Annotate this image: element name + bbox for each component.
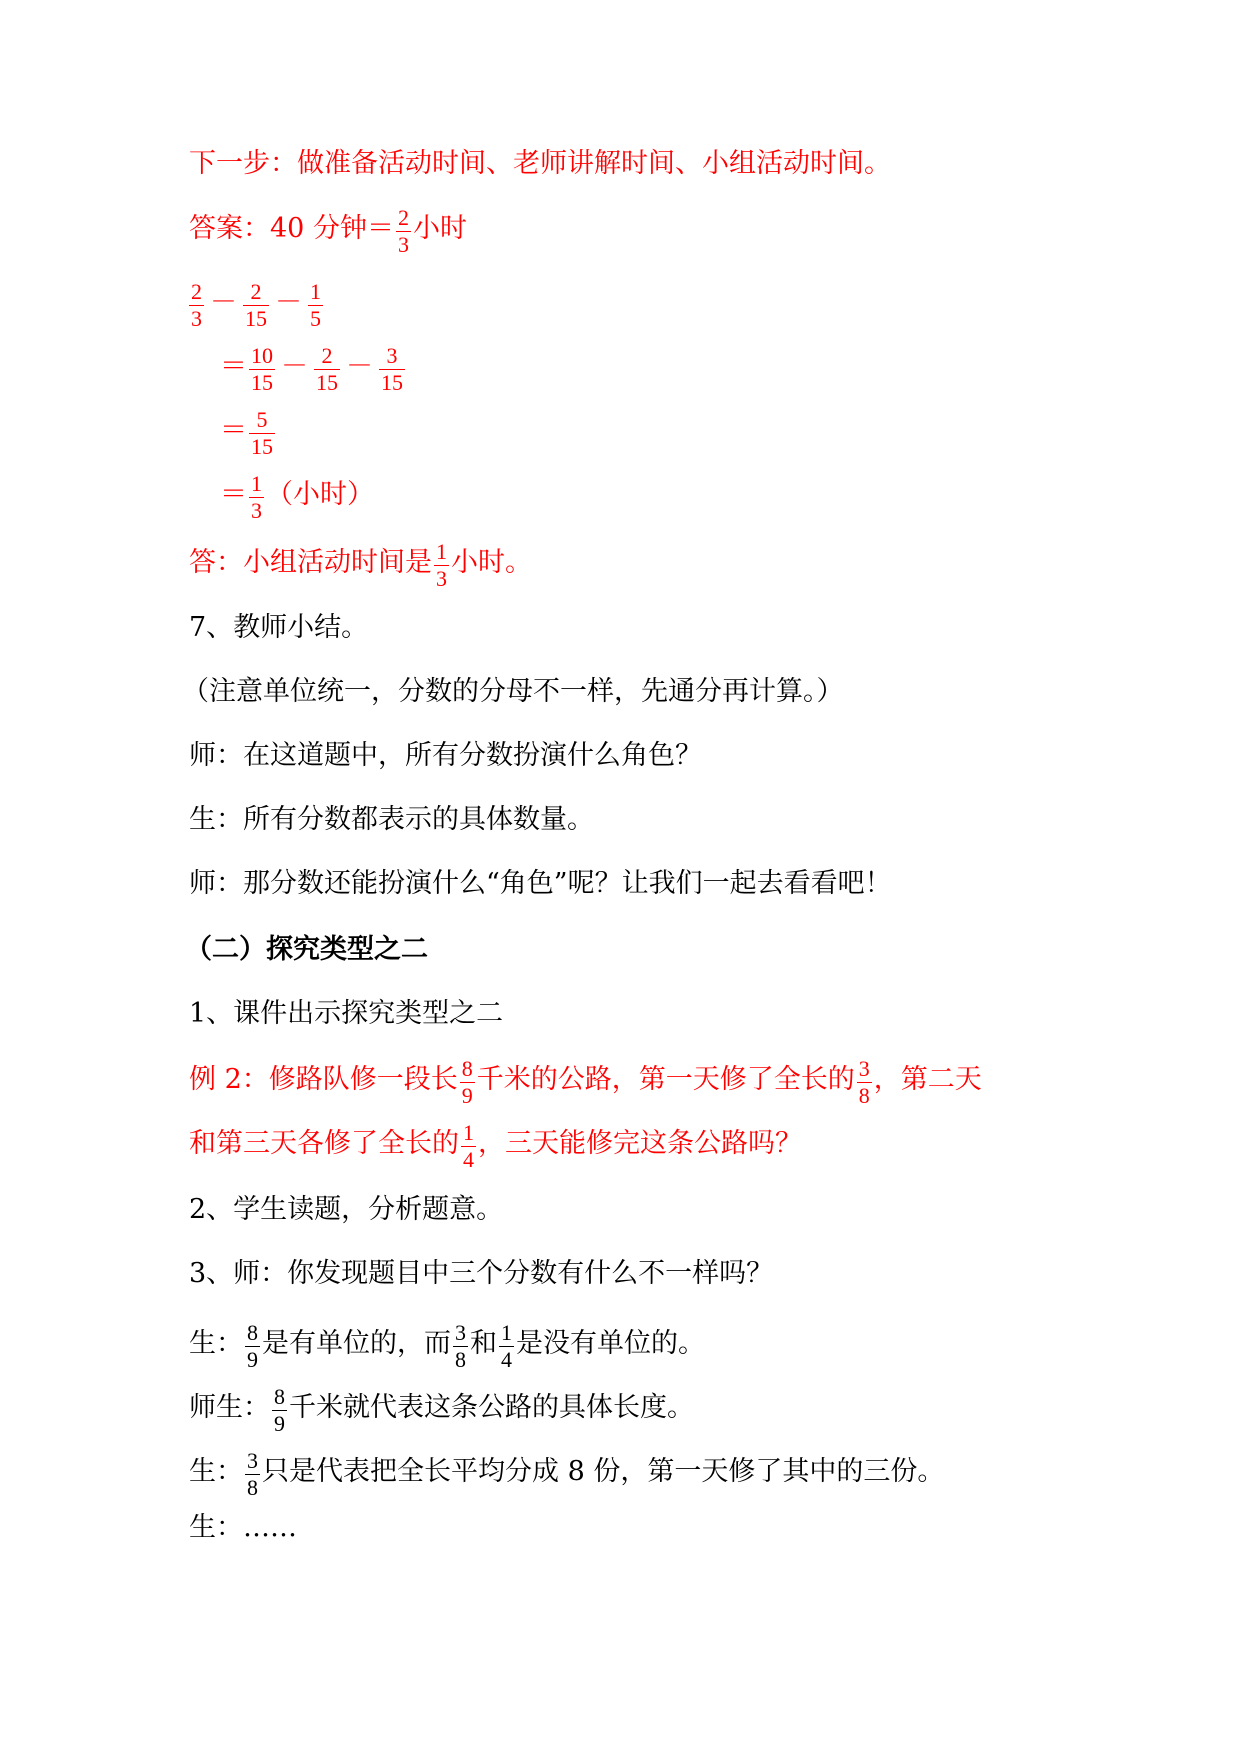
fraction: $\frac{2}{3}$: [397, 205, 409, 257]
step2-line: 2、学生读题，分析题意。: [189, 1194, 504, 1225]
student-explain-line: 生： $\frac{3}{8}$ 只是代表把全长平均分成 8 份，第一天修了其中的三份。: [189, 1448, 945, 1500]
fraction: $\frac{3}{15}$: [381, 343, 403, 395]
summary-line: 7、教师小结。: [189, 612, 369, 643]
fraction: $\frac{3}{8}$: [247, 1448, 258, 1500]
fraction: $\frac{1}{5}$: [310, 279, 321, 331]
teacher-question-2-line: 师：那分数还能扮演什么“角色”呢？让我们一起去看看吧！: [189, 868, 892, 899]
fraction: $\frac{1}{4}$: [463, 1120, 474, 1172]
example-line-1: 例 2：修路队修一段长 $\frac{8}{9}$ 千米的公路，第一天修了全长的 $\frac{3}{8}$ ，第二天: [189, 1056, 982, 1108]
teacher-question-line: 师：在这道题中，所有分数扮演什么角色？: [189, 740, 702, 771]
fraction: $\frac{8}{9}$: [461, 1056, 473, 1108]
student-answer-line: 生：所有分数都表示的具体数量。: [189, 804, 594, 835]
answer-line: [189, 203, 467, 256]
calc-row-3: ＝ $\frac{5}{15}$: [220, 407, 273, 459]
teacher-student-line: 师生： $\frac{8}{9}$ 千米就代表这条公路的具体长度。: [189, 1384, 694, 1436]
step1-line: 1、课件出示探究类型之二: [189, 998, 504, 1029]
example-line-2: 和第三天各修了全长的 $\frac{1}{4}$ ，三天能修完这条公路吗？: [189, 1120, 802, 1172]
fraction: $\frac{5}{15}$: [251, 407, 273, 459]
fraction: $\frac{2}{15}$: [245, 279, 267, 331]
fraction: $\frac{3}{8}$: [858, 1056, 870, 1108]
fraction: $\frac{1}{3}$: [436, 539, 447, 591]
fraction: $\frac{3}{8}$: [455, 1320, 466, 1372]
answer-suffix: 小时: [412, 213, 467, 244]
fraction: $\frac{8}{9}$: [274, 1384, 285, 1436]
calc-row-2: ＝ $\frac{10}{15}$ － $\frac{2}{15}$ － $\frac{3}{15}$: [220, 343, 403, 395]
calc-row-1: $\frac{2}{3}$ － $\frac{2}{15}$ － $\frac{1}{5}$: [191, 279, 321, 331]
student-fraction-line: 生： $\frac{8}{9}$ 是有单位的，而 $\frac{3}{8}$ 和 $\frac{1}{4}$ 是没有单位的。: [189, 1320, 705, 1372]
note-line: （注意单位统一，分数的分母不一样，先通分再计算。）: [182, 676, 844, 707]
fraction: $\frac{8}{9}$: [247, 1320, 258, 1372]
fraction: $\frac{1}{4}$: [501, 1320, 512, 1372]
next-step-line: 下一步：做准备活动时间、老师讲解时间、小组活动时间。: [189, 148, 891, 179]
fraction: $\frac{10}{15}$: [251, 343, 273, 395]
conclusion-line: 答：小组活动时间是 $\frac{1}{3}$ 小时。: [189, 539, 532, 591]
answer-prefix: 答案：40 分钟＝: [189, 213, 394, 244]
fraction: $\frac{2}{15}$: [316, 343, 338, 395]
fraction: $\frac{2}{3}$: [191, 279, 202, 331]
section-heading: （二）探究类型之二: [185, 934, 428, 965]
fraction: $\frac{1}{3}$: [251, 471, 262, 523]
step3-line: 3、师：你发现题目中三个分数有什么不一样吗？: [189, 1258, 774, 1289]
student-ellipsis-line: 生：……: [189, 1512, 297, 1543]
calc-row-4: ＝ $\frac{1}{3}$ （小时）: [220, 471, 374, 523]
